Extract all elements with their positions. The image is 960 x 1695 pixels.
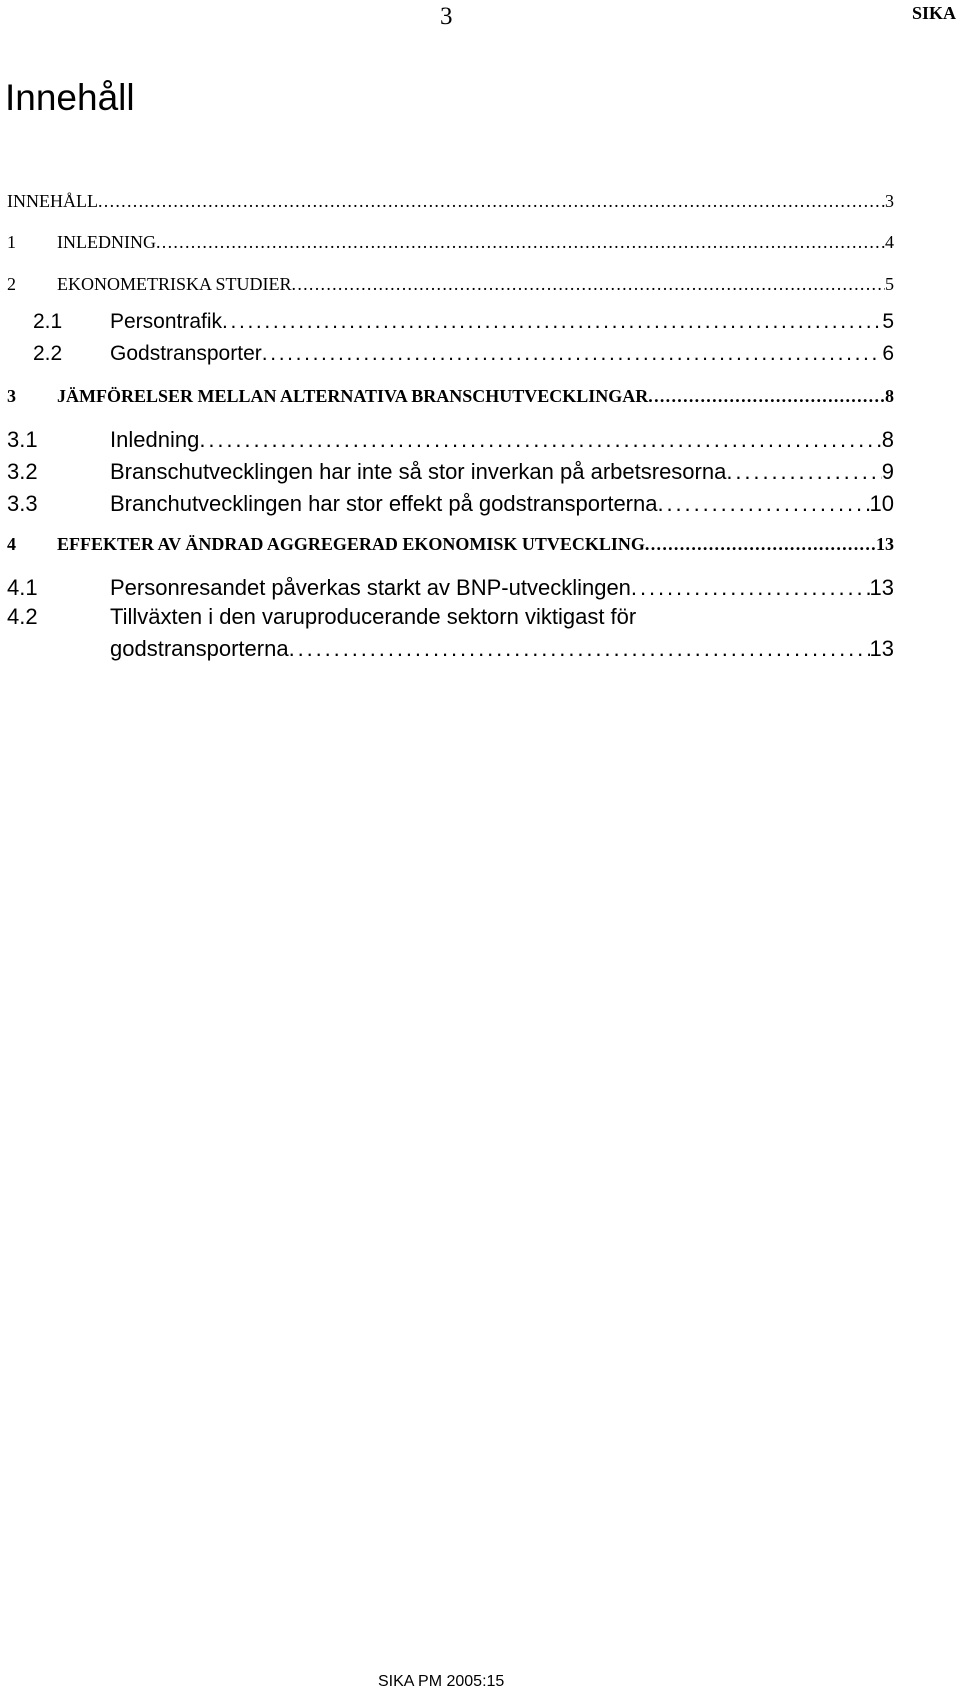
header-brand: SIKA (911, 3, 956, 23)
toc-entry-number: 4 (7, 534, 16, 554)
toc-entry-number: 3.1 (7, 427, 38, 452)
toc-entry-number: 3 (7, 386, 16, 406)
toc-leader (262, 341, 883, 367)
toc-leader (645, 533, 876, 555)
page-title: Innehåll (5, 77, 135, 118)
toc-entry-number: 3.3 (7, 491, 38, 516)
toc-entry-text: Inledning (110, 427, 200, 452)
toc-entry-text: Branschutvecklingen har inte så stor inverkan på arbetsresorna (110, 459, 727, 484)
toc-page-number: 8 (881, 427, 894, 452)
toc-entry-4-1[interactable] (7, 575, 894, 601)
toc-page-number: 13 (869, 575, 894, 600)
toc-leader (199, 427, 881, 453)
toc-entry-text: JÄMFÖRELSER MELLAN ALTERNATIVA BRANSCHUTVECKLINGAR (57, 386, 649, 406)
toc-entry-4[interactable] (7, 533, 894, 555)
toc-leader (156, 231, 885, 253)
toc-entry-number: 3.2 (7, 459, 38, 484)
toc-entry-text: Branchutvecklingen har stor effekt på godstransporterna (110, 491, 658, 516)
toc-entry-text-continued: godstransporterna (110, 636, 289, 661)
toc-leader (631, 575, 870, 601)
toc-entry-3-1[interactable] (7, 427, 894, 453)
toc-entry-text: EKONOMETRISKA STUDIER (57, 274, 292, 294)
table-of-contents (0, 0, 960, 700)
toc-leader (289, 636, 870, 662)
toc-entry-text: Personresandet påverkas starkt av BNP-utvecklingen (110, 575, 631, 600)
toc-entry-number: 2 (7, 274, 16, 294)
toc-entry-4-2[interactable] (7, 604, 636, 630)
toc-leader (648, 385, 885, 407)
toc-entry-3-2[interactable] (7, 459, 894, 485)
toc-entry-3-3[interactable] (7, 491, 894, 517)
toc-page-number: 8 (885, 386, 894, 406)
toc-entry-number: 4.1 (7, 575, 38, 600)
toc-entry-2-2[interactable] (7, 341, 894, 367)
toc-entry-text: EFFEKTER AV ÄNDRAD AGGREGERAD EKONOMISK UTVECKLING (57, 534, 645, 554)
toc-page-number: 13 (876, 534, 894, 554)
toc-page-number: 3 (885, 191, 894, 211)
toc-entry-text: INLEDNING (57, 232, 156, 252)
toc-page-number: 9 (881, 459, 894, 484)
toc-entry-4-2-continued[interactable] (7, 636, 894, 662)
toc-page-number: 4 (885, 232, 894, 252)
toc-leader (222, 309, 882, 335)
footer-text: SIKA PM 2005:15 (378, 1673, 505, 1690)
toc-page-number: 5 (882, 310, 894, 333)
toc-entry-3[interactable] (7, 385, 894, 407)
toc-page-number: 13 (869, 636, 894, 661)
page-number: 3 (440, 3, 453, 30)
toc-entry-2[interactable] (7, 273, 894, 295)
toc-entry-number: 2.1 (33, 310, 63, 333)
toc-entry-innehall[interactable] (7, 190, 894, 212)
toc-leader (726, 459, 881, 485)
toc-leader (292, 273, 885, 295)
toc-entry-1[interactable] (7, 231, 894, 253)
toc-entry-2-1[interactable] (7, 309, 894, 335)
toc-leader (657, 491, 869, 517)
toc-entry-number: 4.2 (7, 604, 38, 629)
toc-entry-text: Tillväxten i den varuproducerande sektorn viktigast för (110, 604, 637, 629)
toc-entry-number: 2.2 (33, 342, 63, 365)
toc-entry-text: INNEHÅLL (7, 191, 98, 211)
toc-leader (98, 190, 885, 212)
toc-page-number: 6 (882, 342, 894, 365)
toc-entry-text: Persontrafik (110, 310, 223, 333)
toc-entry-text: Godstransporter (110, 342, 262, 365)
toc-page-number: 10 (869, 491, 894, 516)
toc-page-number: 5 (885, 274, 894, 294)
toc-entry-number: 1 (7, 232, 16, 252)
